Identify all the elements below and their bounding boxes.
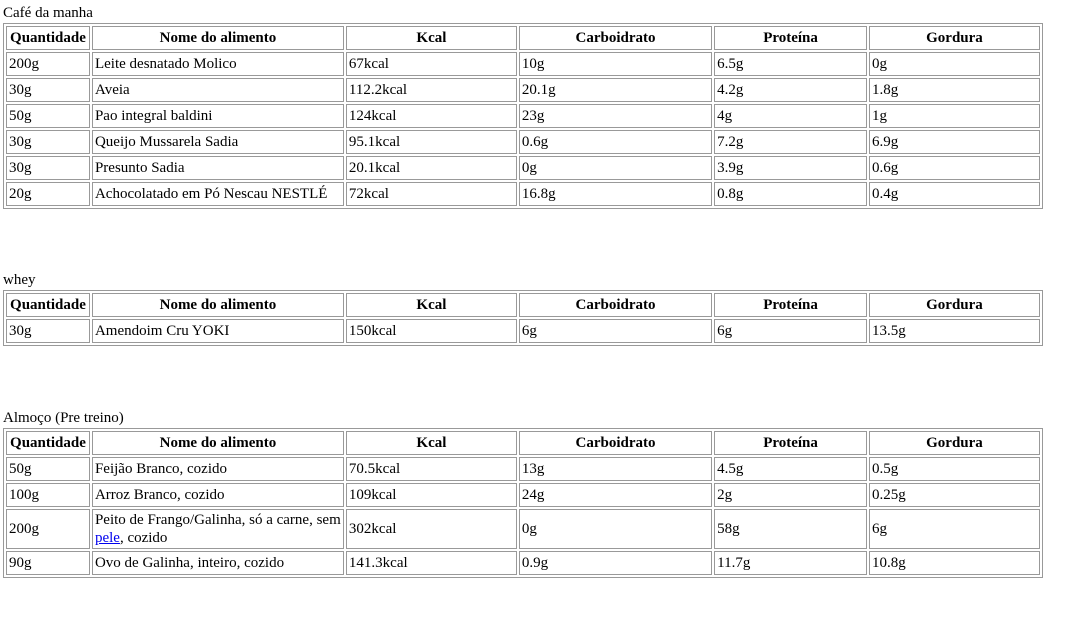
cell-quantidade: 30g xyxy=(6,319,90,343)
cell-carboidrato: 0.6g xyxy=(519,130,712,154)
cell-carboidrato: 16.8g xyxy=(519,182,712,206)
food-table xyxy=(3,428,1043,578)
header-nome: Nome do alimento xyxy=(92,431,344,455)
cell-kcal: 109kcal xyxy=(346,483,517,507)
table-row xyxy=(6,52,1040,76)
header-carboidrato: Carboidrato xyxy=(519,26,712,50)
table-row xyxy=(6,182,1040,206)
cell-carboidrato: 0.9g xyxy=(519,551,712,575)
cell-kcal: 67kcal xyxy=(346,52,517,76)
cell-carboidrato: 10g xyxy=(519,52,712,76)
header-gordura: Gordura xyxy=(869,26,1040,50)
header-proteina: Proteína xyxy=(714,293,867,317)
cell-carboidrato: 20.1g xyxy=(519,78,712,102)
header-quantidade: Quantidade xyxy=(6,293,90,317)
food-table xyxy=(3,290,1043,346)
cell-nome: Queijo Mussarela Sadia xyxy=(92,130,344,154)
cell-carboidrato: 24g xyxy=(519,483,712,507)
table-row xyxy=(6,551,1040,575)
header-carboidrato: Carboidrato xyxy=(519,431,712,455)
cell-proteina: 4.5g xyxy=(714,457,867,481)
header-row xyxy=(6,293,1040,317)
cell-carboidrato: 0g xyxy=(519,509,712,549)
header-proteina: Proteína xyxy=(714,26,867,50)
cell-gordura: 10.8g xyxy=(869,551,1040,575)
header-kcal: Kcal xyxy=(346,431,517,455)
cell-nome: Ovo de Galinha, inteiro, cozido xyxy=(92,551,344,575)
cell-quantidade: 30g xyxy=(6,78,90,102)
cell-kcal: 95.1kcal xyxy=(346,130,517,154)
cell-kcal: 20.1kcal xyxy=(346,156,517,180)
table-row xyxy=(6,104,1040,128)
table-row xyxy=(6,483,1040,507)
cell-proteina: 0.8g xyxy=(714,182,867,206)
header-quantidade: Quantidade xyxy=(6,431,90,455)
cell-gordura: 0g xyxy=(869,52,1040,76)
cell-nome: Presunto Sadia xyxy=(92,156,344,180)
cell-kcal: 72kcal xyxy=(346,182,517,206)
table-row xyxy=(6,457,1040,481)
cell-quantidade: 90g xyxy=(6,551,90,575)
header-kcal: Kcal xyxy=(346,293,517,317)
food-name-text: , cozido xyxy=(119,530,168,546)
cell-kcal: 124kcal xyxy=(346,104,517,128)
cell-kcal: 150kcal xyxy=(346,319,517,343)
cell-kcal: 70.5kcal xyxy=(346,457,517,481)
cell-gordura: 6.9g xyxy=(869,130,1040,154)
cell-quantidade: 30g xyxy=(6,130,90,154)
header-gordura: Gordura xyxy=(869,293,1040,317)
cell-nome: Feijão Branco, cozido xyxy=(92,457,344,481)
meal-title: Almoço (Pre treino) xyxy=(3,410,124,426)
cell-kcal: 141.3kcal xyxy=(346,551,517,575)
cell-quantidade: 50g xyxy=(6,104,90,128)
cell-carboidrato: 6g xyxy=(519,319,712,343)
cell-proteina: 7.2g xyxy=(714,130,867,154)
cell-nome: Aveia xyxy=(92,78,344,102)
cell-gordura: 0.6g xyxy=(869,156,1040,180)
meal-section-almoco xyxy=(3,409,1078,578)
header-nome: Nome do alimento xyxy=(92,293,344,317)
cell-proteina: 58g xyxy=(714,509,867,549)
meal-title: whey xyxy=(3,272,36,288)
meal-section-cafe xyxy=(3,4,1078,209)
cell-gordura: 0.5g xyxy=(869,457,1040,481)
cell-nome xyxy=(92,509,344,549)
cell-gordura: 13.5g xyxy=(869,319,1040,343)
cell-quantidade: 200g xyxy=(6,52,90,76)
table-row xyxy=(6,78,1040,102)
cell-carboidrato: 0g xyxy=(519,156,712,180)
food-table xyxy=(3,23,1043,209)
table-row xyxy=(6,130,1040,154)
cell-quantidade: 30g xyxy=(6,156,90,180)
cell-nome: Pao integral baldini xyxy=(92,104,344,128)
cell-proteina: 4g xyxy=(714,104,867,128)
cell-nome: Leite desnatado Molico xyxy=(92,52,344,76)
cell-nome: Arroz Branco, cozido xyxy=(92,483,344,507)
meal-title: Café da manha xyxy=(3,5,93,21)
cell-proteina: 2g xyxy=(714,483,867,507)
header-quantidade: Quantidade xyxy=(6,26,90,50)
cell-quantidade: 20g xyxy=(6,182,90,206)
cell-gordura: 1g xyxy=(869,104,1040,128)
cell-kcal: 302kcal xyxy=(346,509,517,549)
cell-gordura: 0.4g xyxy=(869,182,1040,206)
header-kcal: Kcal xyxy=(346,26,517,50)
table-row xyxy=(6,509,1040,549)
cell-gordura: 0.25g xyxy=(869,483,1040,507)
header-proteina: Proteína xyxy=(714,431,867,455)
cell-carboidrato: 13g xyxy=(519,457,712,481)
cell-proteina: 3.9g xyxy=(714,156,867,180)
cell-proteina: 4.2g xyxy=(714,78,867,102)
cell-kcal: 112.2kcal xyxy=(346,78,517,102)
cell-gordura: 6g xyxy=(869,509,1040,549)
header-row xyxy=(6,26,1040,50)
pele-link[interactable]: pele xyxy=(94,530,120,546)
cell-proteina: 6.5g xyxy=(714,52,867,76)
cell-carboidrato: 23g xyxy=(519,104,712,128)
table-row xyxy=(6,156,1040,180)
cell-proteina: 6g xyxy=(714,319,867,343)
food-name-text: Peito de Frango/Galinha, só a carne, sem xyxy=(94,512,341,528)
cell-proteina: 11.7g xyxy=(714,551,867,575)
cell-nome: Amendoim Cru YOKI xyxy=(92,319,344,343)
header-gordura: Gordura xyxy=(869,431,1040,455)
cell-nome: Achocolatado em Pó Nescau NESTLÉ xyxy=(92,182,344,206)
header-carboidrato: Carboidrato xyxy=(519,293,712,317)
cell-gordura: 1.8g xyxy=(869,78,1040,102)
table-row xyxy=(6,319,1040,343)
header-nome: Nome do alimento xyxy=(92,26,344,50)
cell-quantidade: 50g xyxy=(6,457,90,481)
header-row xyxy=(6,431,1040,455)
cell-quantidade: 100g xyxy=(6,483,90,507)
meal-section-whey xyxy=(3,271,1078,346)
cell-quantidade: 200g xyxy=(6,509,90,549)
